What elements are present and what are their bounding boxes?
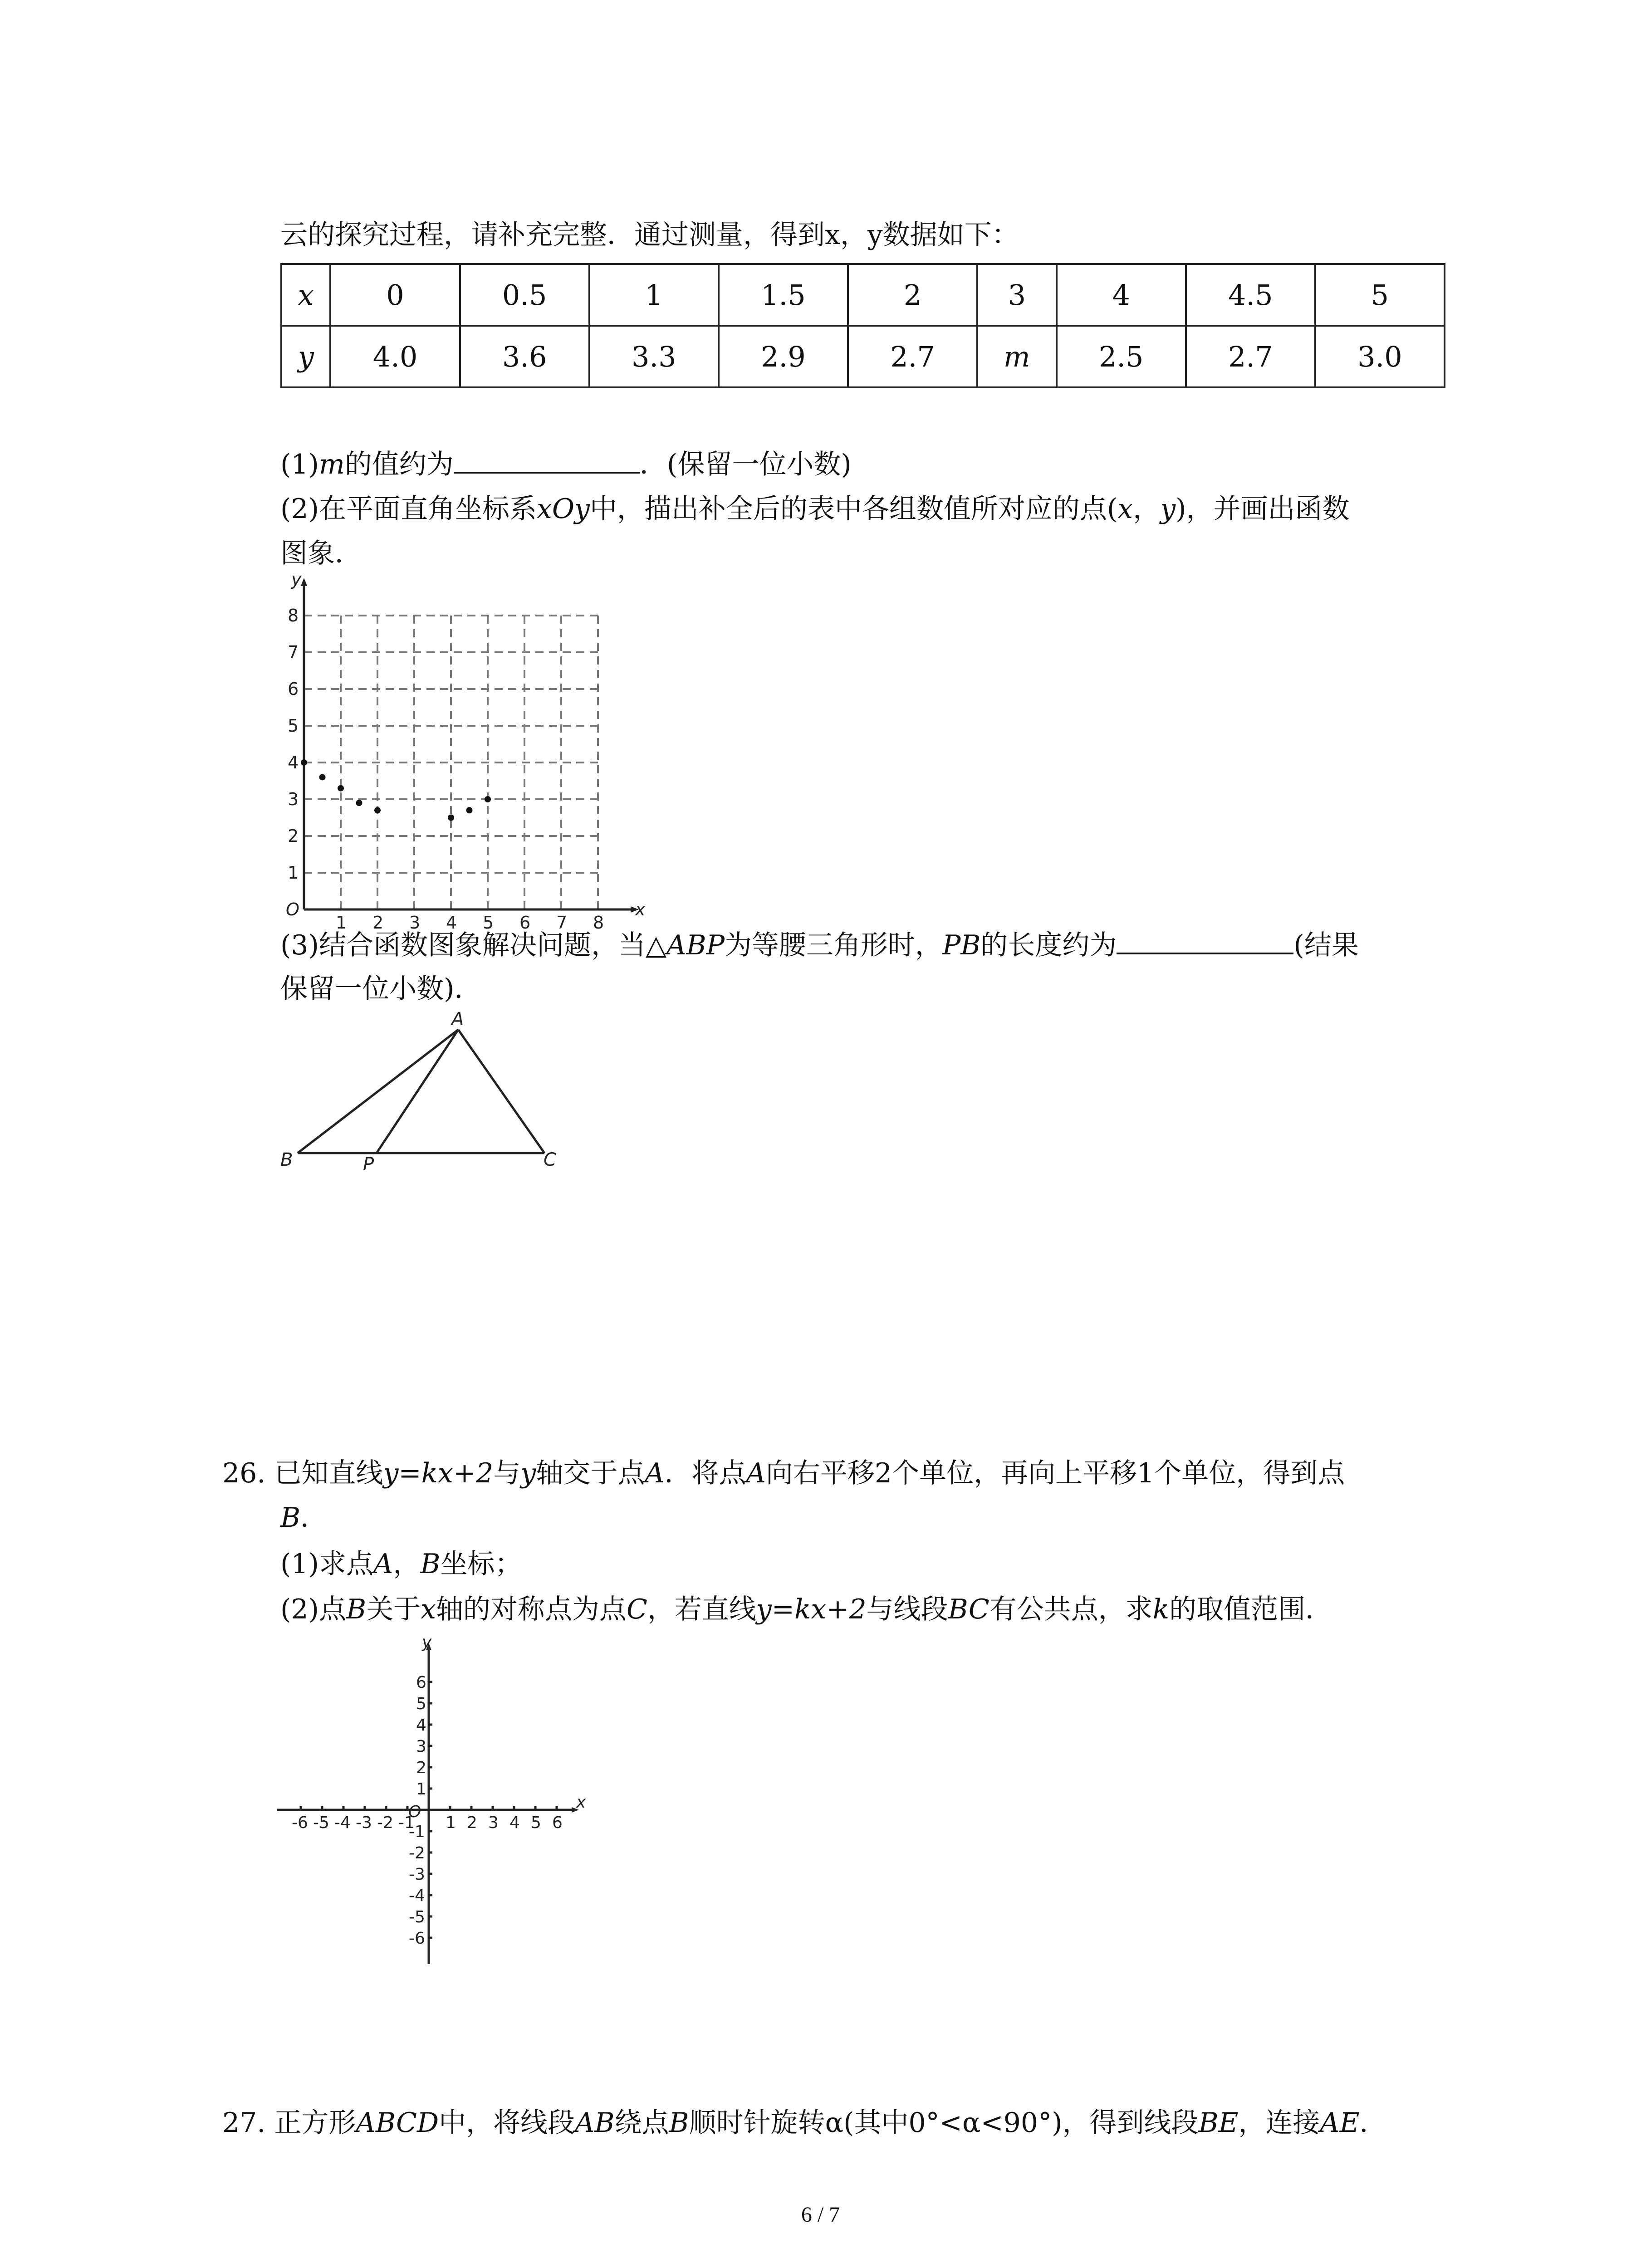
origin-label: O [286,899,299,919]
q25-part3-line2: 保留一位小数)． [280,973,482,1005]
x-tick-label: 5 [531,1813,541,1832]
q25-part1: (1)m的值约为 ．(保留一位小数) [280,445,852,483]
data-point [466,807,473,813]
y-tick-label: 1 [416,1780,426,1799]
y-tick-label: 5 [416,1695,426,1713]
coordinate-axes-q26 [272,1633,590,1973]
axes [301,578,639,913]
table-cell: 4 [1057,264,1186,326]
y-tick-label: 6 [288,679,299,699]
data-point [319,774,326,780]
table-cell: 1 [589,264,719,326]
q26-line2: B． [280,1502,328,1534]
q25-part2-line1: (2)在平面直角坐标系xOy中，描出补全后的表中各组数值所对应的点(x，y)，并画出函数 [280,493,1350,525]
x-tick-label: 6 [552,1813,563,1832]
x-tick-label: -3 [356,1813,372,1832]
x-axis-label: x [635,899,646,919]
x-tick-label: 4 [446,913,457,933]
data-points [301,759,491,821]
table-cell: 3.6 [460,326,589,387]
table-cell: 0 [330,264,460,326]
table-cell: 2.7 [848,326,977,387]
table-cell-m: m [977,326,1056,387]
table-cell: 4.5 [1186,264,1315,326]
x-tick-label: -5 [313,1813,329,1832]
y-tick-label: 3 [288,789,299,809]
q25-intro: 云的探究过程，请补充完整．通过测量，得到x，y数据如下： [280,219,1019,251]
y-tick-label: -1 [409,1823,425,1841]
y-tick-label: 7 [288,642,299,662]
y-tick-label: -5 [409,1908,425,1926]
x-tick-label: 2 [372,913,384,933]
x-tick-label: 5 [483,913,494,933]
table-cell: 2.9 [719,326,848,387]
y-tick-label: -6 [409,1929,425,1948]
x-tick-label: 8 [593,913,604,933]
data-point [448,815,454,821]
q25-part3-line1: (3)结合函数图象解决问题，当△ABP为等腰三角形时，PB的长度约为 (结果 [280,925,1359,963]
table-cell: 1.5 [719,264,848,326]
triangle-abp-figure [272,1009,572,1175]
q26-part1: (1)求点A，B坐标； [280,1548,522,1580]
table-cell: 0.5 [460,264,589,326]
x-tick-label: 6 [519,913,531,933]
origin-label: O [408,1803,421,1821]
data-point [338,785,344,792]
x-tick-label: 4 [509,1813,520,1832]
table-cell: 2 [848,264,977,326]
x-tick-label: 2 [467,1813,477,1832]
point-b-label: B [280,1149,293,1170]
data-point [301,759,307,766]
data-point [356,800,362,806]
page-number: 6 / 7 [801,2203,840,2227]
y-axis-arrow-icon [301,578,307,586]
answer-blank-m[interactable] [454,445,640,474]
answer-blank-pb[interactable] [1117,925,1293,954]
y-tick-label: 4 [288,753,299,772]
y-tick-label: 4 [416,1716,426,1735]
x-tick-label: 7 [556,913,568,933]
x-tick-label: 1 [446,1813,456,1832]
x-tick-label: -1 [398,1813,415,1832]
coordinate-grid-q25 [272,569,646,933]
segment-ap [377,1030,458,1153]
tick-labels [288,606,604,933]
table-header-x: x [281,264,330,326]
q27-line1: 27. 正方形ABCD中，将线段AB绕点B顺时针旋转α(其中0°<α<90°)，得到线段BE，连接AE． [222,2107,1387,2139]
x-tick-label: 3 [409,913,421,933]
y-tick-label: 2 [416,1759,426,1777]
table-header-y: y [281,326,330,387]
question-number: 26. [222,1457,266,1489]
q26-line1: 26. 已知直线y=kx+2与y轴交于点A．将点A向右平移2个单位，再向上平移1个单位，得到点 [222,1457,1345,1489]
question-number: 27. [222,2107,266,2139]
y-tick-label: 5 [288,716,299,736]
table-cell: 2.5 [1057,326,1186,387]
y-axis-label: y [291,569,302,589]
grid-lines [304,616,598,909]
x-axis-label: x [576,1793,586,1812]
table-row-y [281,326,1445,387]
q25-part2-line2: 图象． [280,538,362,569]
point-c-label: C [544,1149,556,1170]
x-tick-label: -2 [377,1813,393,1832]
y-tick-label: -2 [409,1844,425,1862]
y-tick-label: 1 [288,863,299,883]
table-row-x [281,264,1445,326]
table-cell: 4.0 [330,326,460,387]
data-point [485,796,491,802]
x-tick-label: -4 [334,1813,351,1832]
segment-ac [458,1030,544,1153]
y-tick-label: 8 [288,606,299,626]
point-p-label: P [363,1154,374,1175]
x-tick-label: 3 [488,1813,499,1832]
y-tick-label: -3 [409,1865,425,1884]
point-a-label: A [451,1009,464,1030]
axes [277,1643,579,1964]
table-cell: 5 [1315,264,1445,326]
q26-part2: (2)点B关于x轴的对称点为点C，若直线y=kx+2与线段BC有公共点，求k的取值范围． [280,1593,1333,1625]
y-axis-label: y [422,1633,432,1652]
y-tick-label: -4 [409,1887,425,1905]
table-cell: 2.7 [1186,326,1315,387]
table-cell: 3.0 [1315,326,1445,387]
table-cell: 3 [977,264,1056,326]
xy-data-table [280,263,1445,388]
y-tick-label: 2 [288,826,299,846]
y-tick-label: 6 [416,1673,426,1692]
segment-ab [298,1030,458,1153]
data-point [374,807,381,813]
x-tick-label: 1 [336,913,347,933]
table-cell: 3.3 [589,326,719,387]
x-tick-label: -6 [292,1813,308,1832]
y-tick-label: 3 [416,1737,426,1756]
